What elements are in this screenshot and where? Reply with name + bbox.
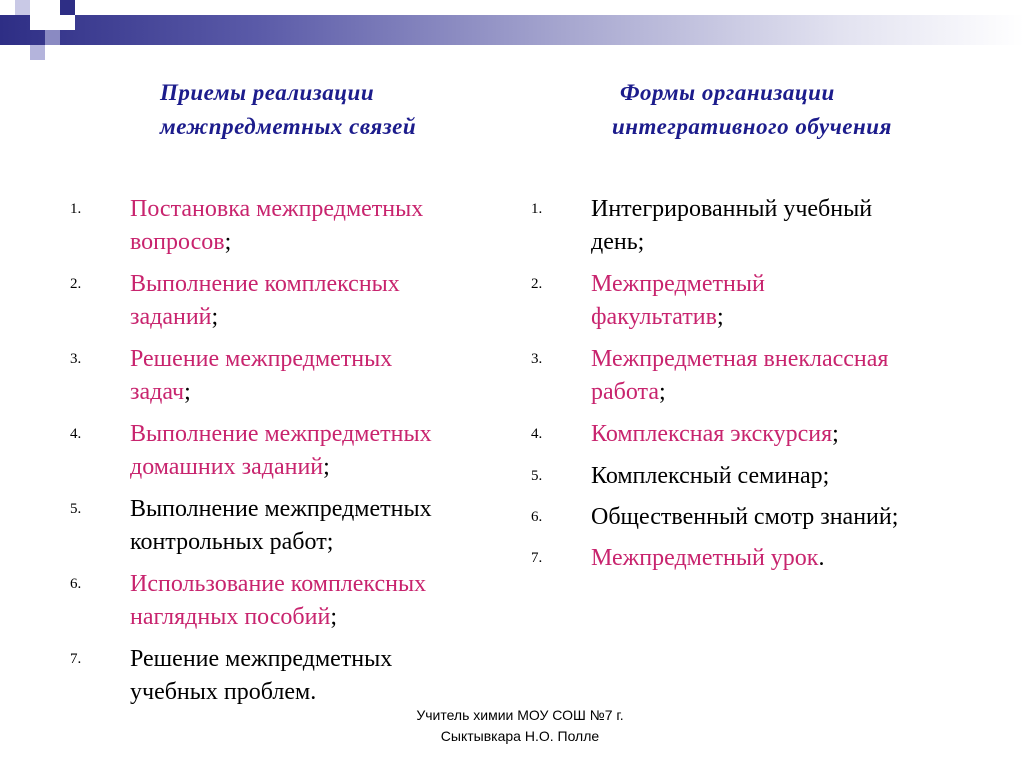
- list-item-text: работа;: [591, 379, 666, 405]
- list-item-punctuation: ;: [891, 504, 899, 530]
- header-gradient-bar: [0, 15, 1024, 45]
- list-item-punctuation: ;: [224, 229, 232, 255]
- list-item-punctuation: ;: [637, 229, 645, 255]
- list-number: 2.: [531, 276, 543, 292]
- right-list: [531, 193, 971, 583]
- list-number: 1.: [70, 201, 82, 217]
- list-number: 3.: [531, 351, 543, 367]
- list-item-text: Межпредметный: [591, 271, 765, 297]
- list-item-text: вопросов;: [130, 229, 232, 255]
- list-item-punctuation: ;: [211, 304, 219, 330]
- list-item: [531, 460, 971, 493]
- list-item-punctuation: .: [818, 545, 825, 571]
- list-item-text: контрольных работ;: [130, 529, 334, 555]
- list-item-punctuation: ;: [716, 304, 724, 330]
- list-item-text: задач;: [130, 379, 191, 405]
- list-item: [70, 418, 510, 484]
- list-item-text: наглядных пособий;: [130, 604, 337, 630]
- header-square-decoration: [30, 15, 45, 30]
- list-item-text: Выполнение комплексных: [130, 271, 400, 297]
- list-item-text: факультатив;: [591, 304, 724, 330]
- header-square-decoration: [30, 45, 45, 60]
- list-item: [70, 643, 510, 709]
- list-item-text: Решение межпредметных: [130, 346, 393, 372]
- list-item-text: Использование комплексных: [130, 571, 427, 597]
- list-item-text: день;: [591, 229, 645, 255]
- title-line: межпредметных связей: [160, 114, 417, 139]
- list-item: [70, 493, 510, 559]
- list-item-punctuation: ;: [184, 379, 191, 405]
- slide-header-decoration: [0, 0, 1024, 60]
- list-item-text: Постановка межпредметных: [130, 196, 424, 222]
- list-item-punctuation: ;: [832, 421, 839, 447]
- list-item-text: домашних заданий;: [130, 454, 330, 480]
- title-line: интегративного обучения: [612, 114, 892, 139]
- list-number: 4.: [531, 426, 543, 442]
- list-item-punctuation: ;: [330, 604, 337, 630]
- title-line: Формы организации: [620, 80, 835, 105]
- footer-line: Сыктывкара Н.О. Полле: [440, 728, 600, 744]
- list-item: [70, 568, 510, 634]
- list-item-text: учебных проблем.: [130, 679, 317, 705]
- list-item-text: Комплексный семинар;: [591, 463, 830, 489]
- list-item: [531, 193, 971, 259]
- list-item-punctuation: ;: [658, 379, 666, 405]
- header-square-decoration: [60, 0, 75, 15]
- header-square-decoration: [15, 0, 30, 15]
- title-line: Приемы реализации: [160, 80, 375, 105]
- list-item-punctuation: ;: [323, 454, 330, 480]
- footer-line: Учитель химии МОУ СОШ №7 г.: [416, 707, 624, 723]
- list-item: [70, 268, 510, 334]
- list-item-text: Решение межпредметных: [130, 646, 393, 672]
- list-number: 7.: [70, 651, 82, 667]
- list-item-text: Межпредметная внеклассная: [591, 346, 889, 372]
- list-item-text: Интегрированный учебный: [591, 196, 873, 222]
- header-square-decoration: [45, 15, 60, 30]
- list-item-text: Выполнение межпредметных: [130, 421, 432, 447]
- list-number: 5.: [531, 468, 543, 484]
- list-item-punctuation: ;: [326, 529, 334, 555]
- list-number: 3.: [70, 351, 82, 367]
- list-item-punctuation: .: [310, 679, 317, 705]
- list-number: 7.: [531, 550, 543, 566]
- list-item: [531, 268, 971, 334]
- right-column-title: [612, 76, 892, 144]
- list-item-text: Межпредметный урок.: [591, 545, 825, 571]
- left-column-title: [160, 76, 416, 144]
- list-item: [531, 542, 971, 575]
- left-list: [70, 193, 510, 717]
- list-number: 6.: [531, 509, 543, 525]
- list-item: [531, 418, 971, 451]
- list-item: [531, 343, 971, 409]
- slide-footer: [380, 705, 660, 747]
- list-item-text: Комплексная экскурсия;: [591, 421, 839, 447]
- header-square-decoration: [45, 30, 60, 45]
- list-item-text: заданий;: [130, 304, 219, 330]
- list-item-text: Общественный смотр знаний;: [591, 504, 899, 530]
- list-number: 2.: [70, 276, 82, 292]
- header-square-decoration: [60, 15, 75, 30]
- list-item: [531, 501, 971, 534]
- list-number: 4.: [70, 426, 82, 442]
- list-number: 6.: [70, 576, 82, 592]
- list-item: [70, 193, 510, 259]
- list-number: 1.: [531, 201, 543, 217]
- list-item: [70, 343, 510, 409]
- list-item-punctuation: ;: [822, 463, 830, 489]
- list-number: 5.: [70, 501, 82, 517]
- list-item-text: Выполнение межпредметных: [130, 496, 432, 522]
